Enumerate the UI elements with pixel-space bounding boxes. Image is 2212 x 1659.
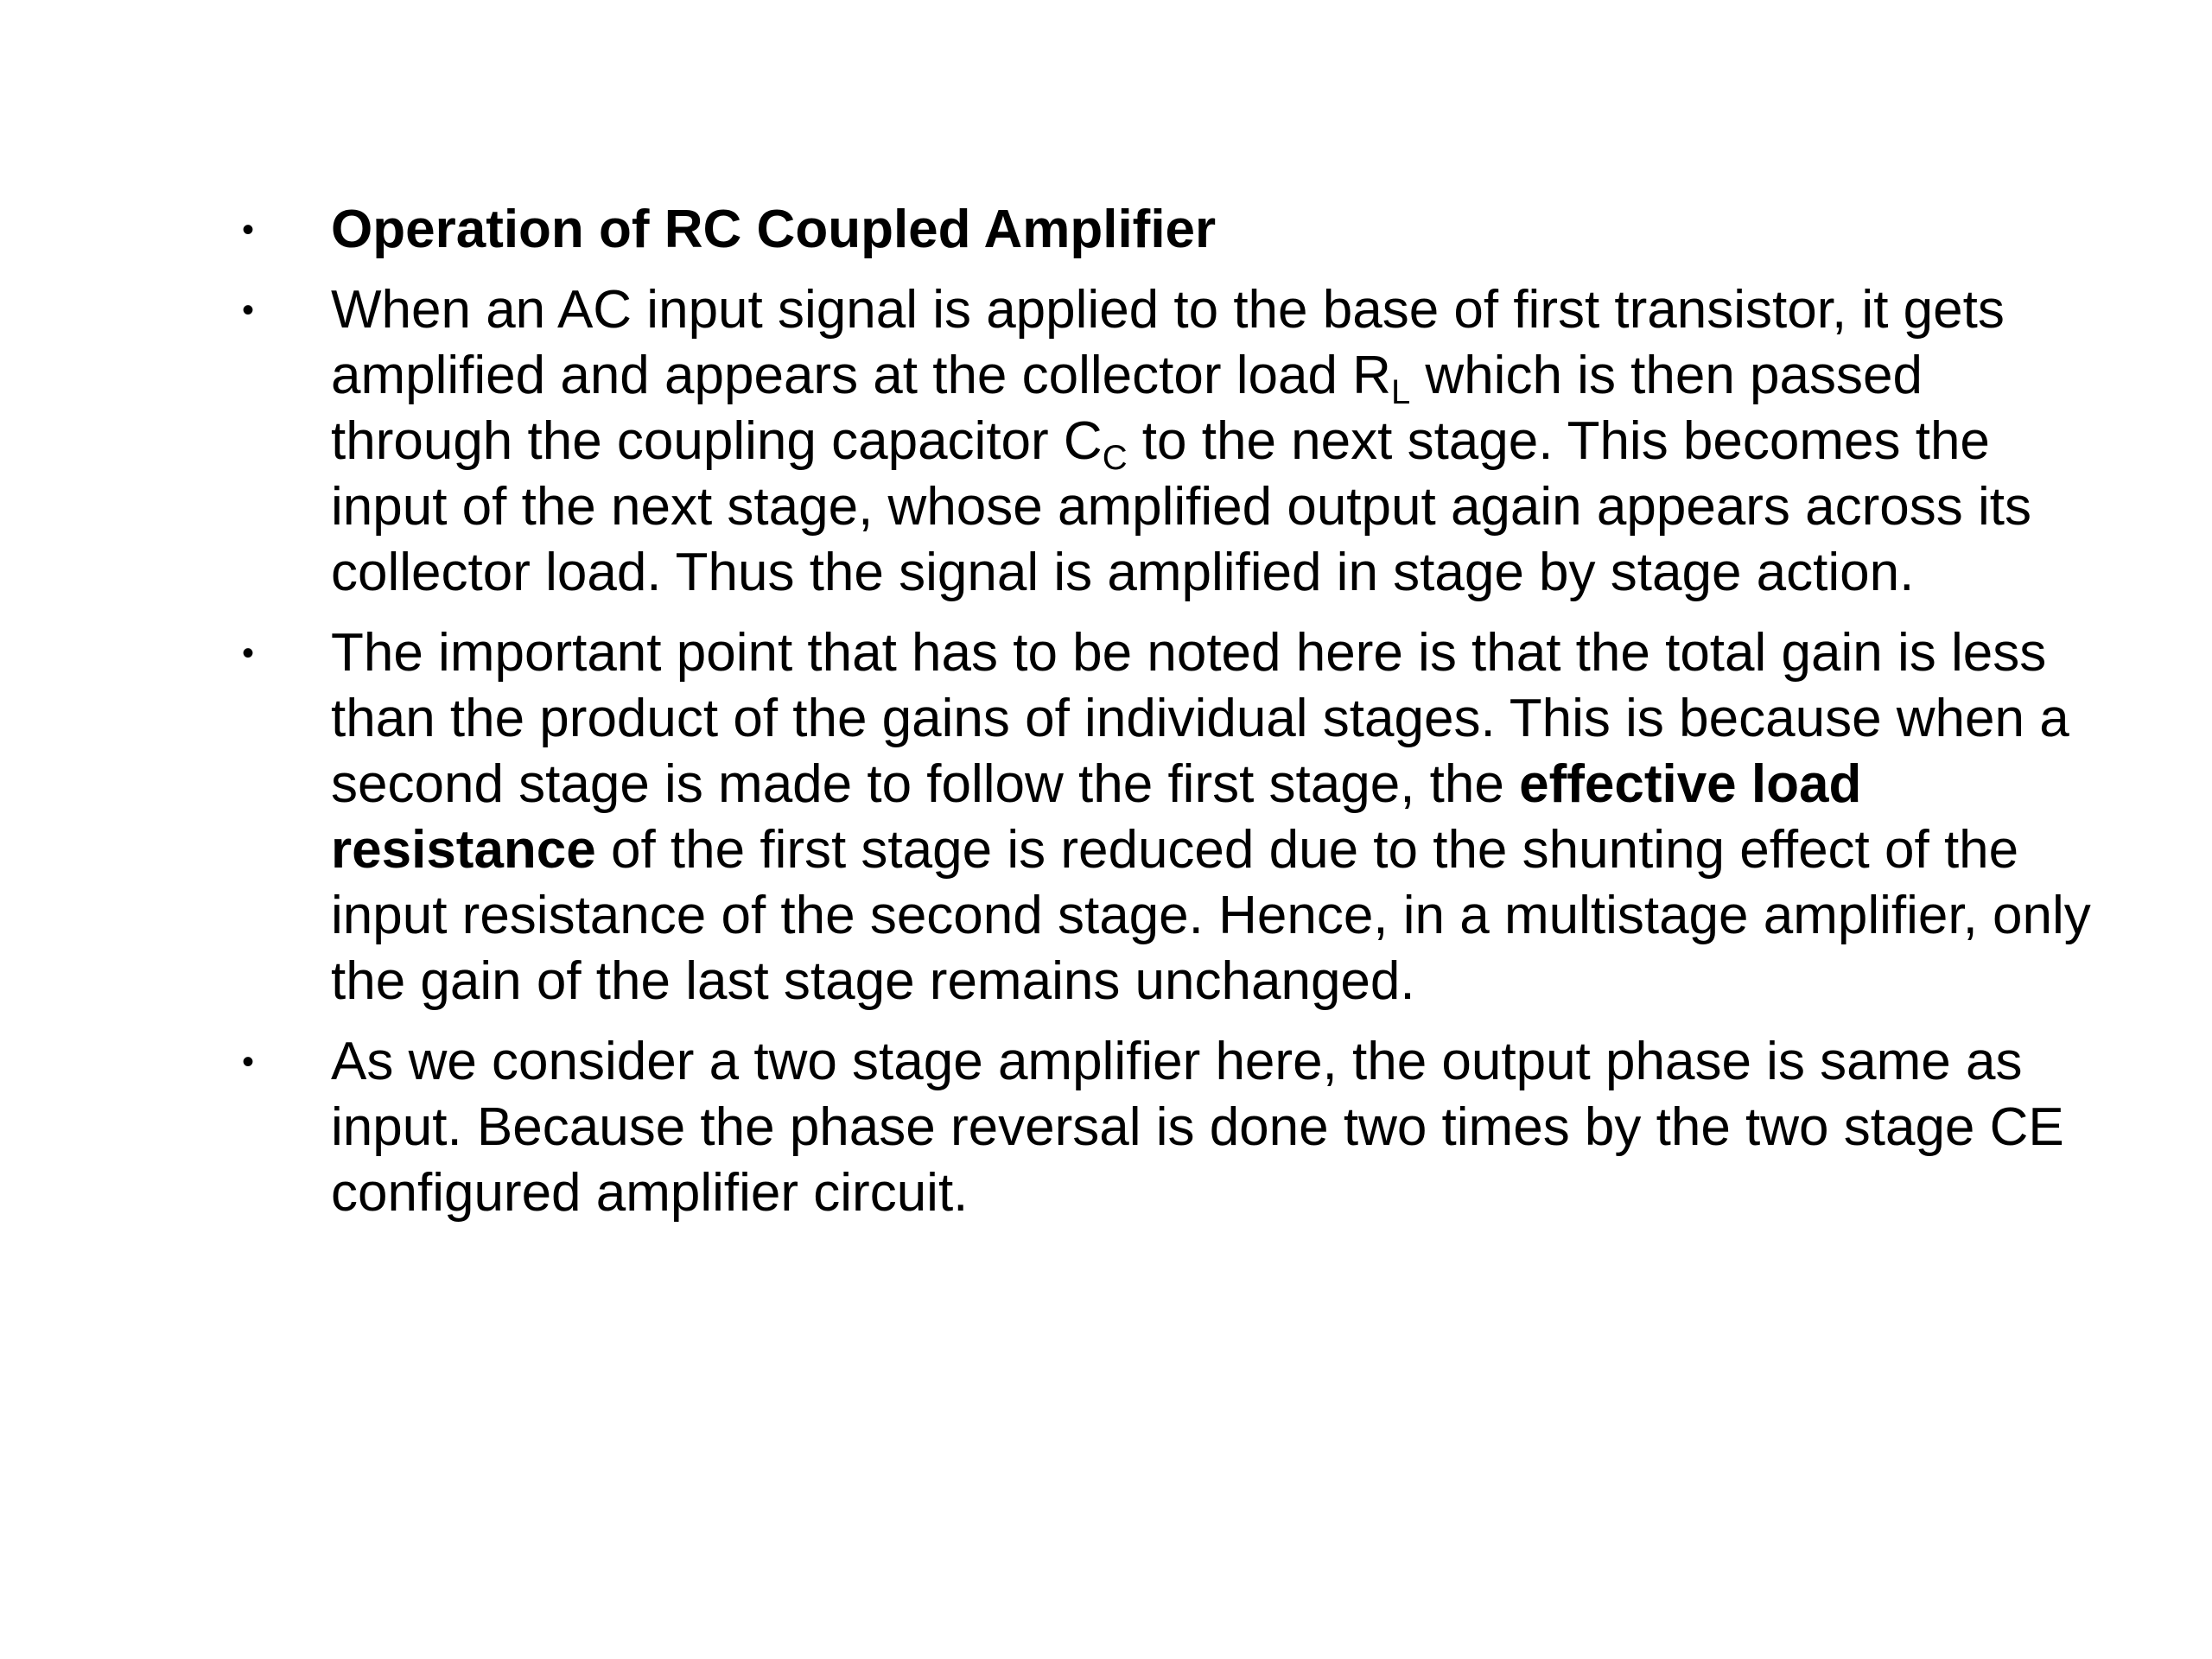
operation-text-part-3: to the next stage. This becomes the input of the next stage, whose amplified output again appears across its collector load. Thus the signal is amplified in stage by stage action.	[331, 411, 2031, 602]
coupling-capacitor-subscript: C	[1102, 439, 1128, 477]
bullet-item-total-gain	[242, 620, 2100, 1014]
bullet-icon: •	[242, 211, 255, 249]
collector-load-subscript: L	[1390, 373, 1411, 411]
effective-load-resistance-term: effective load resistance	[331, 754, 1862, 880]
bullet-item-operation	[242, 277, 2100, 606]
bullet-icon: •	[242, 634, 255, 672]
bullet-icon: •	[242, 1043, 255, 1081]
bullet-list	[242, 197, 2100, 1241]
operation-text-part-2: which is then passed through the coupling capacitor C	[331, 346, 1923, 471]
operation-text-part-1: When an AC input signal is applied to the base of first transistor, it gets amplified and appears at the collector load R	[331, 280, 2005, 405]
bullet-item-output-phase	[242, 1029, 2100, 1226]
total-gain-text-part-1: The important point that has to be noted here is that the total gain is less than the product of the gains of individual stages. This is because when a second stage is made to follow the first stage, the	[331, 623, 2069, 814]
output-phase-text: As we consider a two stage amplifier here, the output phase is same as input. Because the phase reversal is done two times by the two stage CE configured amplifier circuit.	[331, 1032, 2064, 1223]
bullet-icon: •	[242, 291, 255, 329]
total-gain-text-part-2: of the first stage is reduced due to the shunting effect of the input resistance of the second stage. Hence, in a multistage amplifier, only the gain of the last stage remains unchanged.	[331, 820, 2091, 1011]
bullet-item-heading	[242, 197, 2100, 263]
slide-heading: Operation of RC Coupled Amplifier	[331, 200, 1217, 259]
